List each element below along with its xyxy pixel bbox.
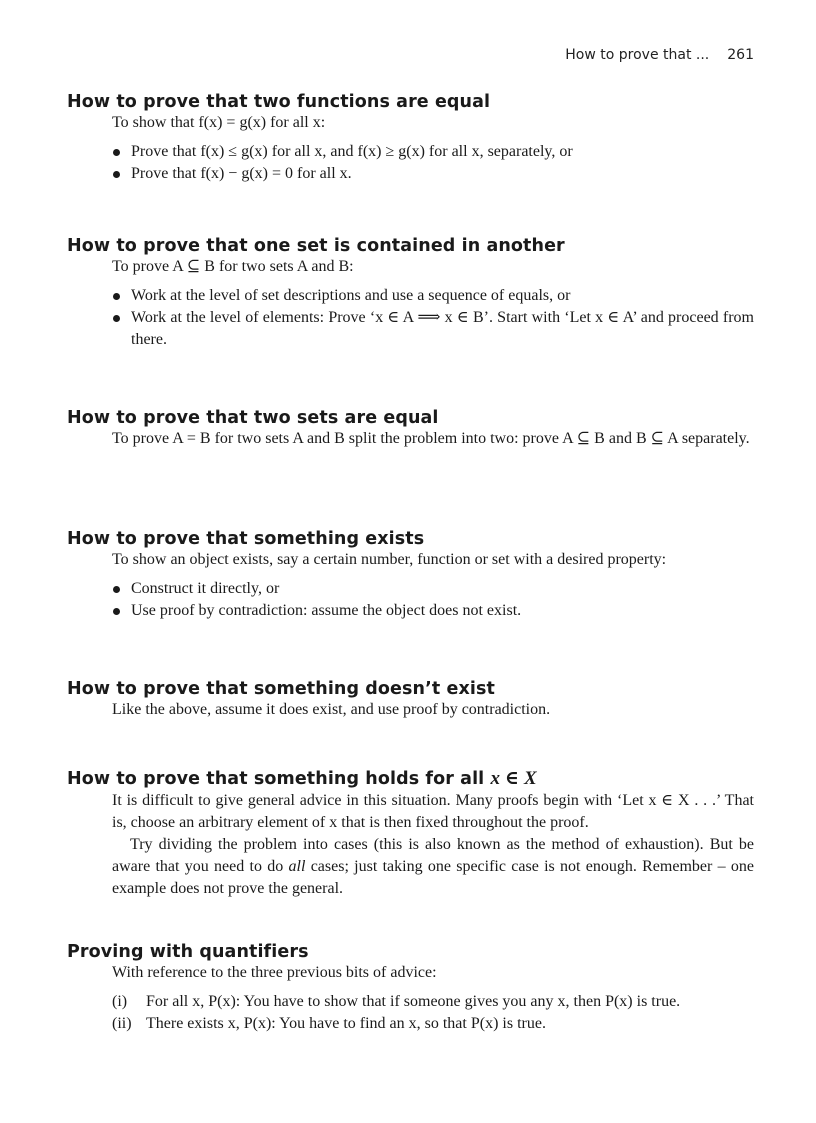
heading-math: x ∈ X (490, 768, 537, 789)
bullet-list (112, 285, 754, 351)
bullet-item: Construct it directly, or (112, 578, 754, 600)
section-text: Like the above, assume it does exist, and use proof by contradiction. (112, 701, 551, 718)
bullet-list (112, 578, 754, 622)
bullet-item: Work at the level of elements: Prove ‘x ∈ A ⟹ x ∈ B’. Start with ‘Let x ∈ A’ and proceed from there. (112, 307, 754, 351)
section-intro: To show that f(x) = g(x) for all x: (112, 114, 326, 131)
running-title: How to prove that ... (565, 47, 710, 63)
section-sets-equal (67, 408, 754, 450)
item-text: There exists x, P(x): You have to find an x, so that P(x) is true. (146, 1015, 546, 1032)
section-set-contained (67, 236, 754, 351)
list-item (112, 1013, 754, 1035)
paragraph (112, 834, 754, 900)
section-heading: Proving with quantifiers (67, 942, 309, 962)
item-label: (ii) (112, 1015, 132, 1032)
section-heading: How to prove that two sets are equal (67, 408, 439, 428)
paragraph-text: cases; just taking one specific case is not enough. Remember – one example does not prove the general. (112, 858, 754, 897)
section-heading: How to prove that something exists (67, 529, 425, 549)
section-heading: How to prove that two functions are equal (67, 92, 491, 112)
page-number: 261 (727, 47, 754, 63)
running-head (565, 47, 754, 63)
heading-text: How to prove that something holds for all (67, 769, 485, 789)
bullet-list (112, 141, 754, 185)
section-intro: To prove A ⊆ B for two sets A and B: (112, 258, 354, 275)
bullet-item: Prove that f(x) ≤ g(x) for all x, and f(x) ≥ g(x) for all x, separately, or (112, 141, 754, 163)
paragraph-text: Try dividing the problem into cases (this is also known as the method of exhaustion). But be aware that you need to do (112, 836, 754, 875)
section-text: To prove A = B for two sets A and B split the problem into two: prove A ⊆ B and B ⊆ A separately. (112, 430, 750, 447)
paragraph: It is difficult to give general advice in this situation. Many proofs begin with ‘Let x ∈ X . . .’ That is, choose an arbitrary element of x that is then fixed throughout the proof. (112, 792, 754, 831)
bullet-item: Prove that f(x) − g(x) = 0 for all x. (112, 163, 754, 185)
bullet-item: Use proof by contradiction: assume the object does not exist. (112, 600, 754, 622)
section-quantifiers (67, 942, 754, 1035)
enumerated-list (112, 991, 754, 1035)
section-something-exists (67, 529, 754, 622)
list-item (112, 991, 754, 1013)
item-label: (i) (112, 993, 128, 1010)
section-functions-equal (67, 92, 754, 185)
section-intro: To show an object exists, say a certain number, function or set with a desired property: (112, 551, 667, 568)
section-heading: How to prove that one set is contained in another (67, 236, 565, 256)
section-heading: How to prove that something doesn’t exist (67, 679, 495, 699)
section-doesnt-exist (67, 679, 754, 721)
emphasis: all (288, 858, 306, 875)
section-intro: With reference to the three previous bits of advice: (112, 964, 437, 981)
item-text: For all x, P(x): You have to show that if someone gives you any x, then P(x) is true. (146, 993, 681, 1010)
section-heading (67, 767, 754, 790)
bullet-item: Work at the level of set descriptions and use a sequence of equals, or (112, 285, 754, 307)
section-holds-for-all (67, 767, 754, 900)
